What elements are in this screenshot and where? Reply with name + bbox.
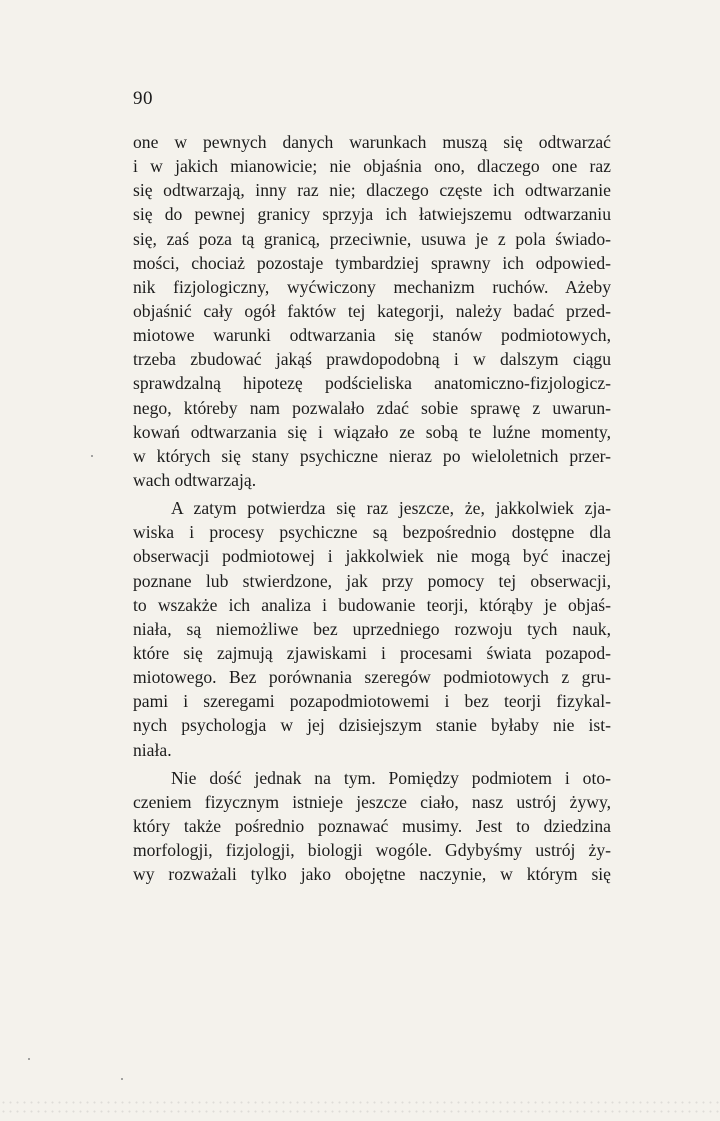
paper-speck (28, 1058, 30, 1060)
text-line: poznane lub stwierdzone, jak przy pomocy tej obserwacji, (133, 570, 611, 591)
text-line: miotowego. Bez porównania szeregów podmiotowych z gru- (133, 667, 611, 688)
scan-noise (0, 1098, 720, 1118)
text-line: wiska i procesy psychiczne są bezpośrednio dostępne dla (133, 522, 611, 543)
text-line: wy rozważali tylko jako obojętne naczynie, w którym się (133, 864, 611, 885)
text-line: A zatym potwierdza się raz jeszcze, że, jakkolwiek zja- (171, 498, 611, 519)
paper-speck (91, 455, 93, 457)
text-line: objaśnić cały ogół faktów tej kategorji, należy badać przed- (133, 300, 611, 321)
paragraph-2 (133, 496, 611, 762)
text-line: to wszakże ich analiza i budowanie teorji, którąby je objaś- (133, 594, 611, 615)
text-line: nik fizjologiczny, wyćwiczony mechanizm ruchów. Ażeby (133, 276, 611, 297)
paragraph-3 (133, 766, 611, 887)
text-line: mości, chociaż pozostaje tymbardziej sprawny ich odpowied- (133, 252, 611, 273)
text-line: się odtwarzają, inny raz nie; dlaczego częste ich odtwarzanie (133, 180, 611, 201)
text-line: nych psychologja w jej dzisiejszym stanie byłaby nie ist- (133, 715, 611, 736)
text-line: morfologji, fizjologji, biologji wogóle. Gdybyśmy ustrój ży- (133, 840, 611, 861)
paragraph-1 (133, 130, 611, 492)
paper-speck (121, 1078, 123, 1080)
text-line: który także pośrednio poznawać musimy. Jest to dziedzina (133, 815, 611, 836)
text-line: one w pewnych danych warunkach muszą się odtwarzać (133, 132, 611, 152)
text-line: niała, są niemożliwe bez uprzedniego rozwoju tych nauk, (133, 618, 611, 639)
text-line: pami i szeregami pozapodmiotowemi i bez teorji fizykal- (133, 691, 611, 712)
text-line: wach odtwarzają. (133, 469, 257, 490)
text-line: niała. (133, 739, 172, 760)
text-line: miotowe warunki odtwarzania się stanów podmiotowych, (133, 325, 611, 346)
text-line: obserwacji podmiotowej i jakkolwiek nie mogą być inaczej (133, 546, 611, 567)
text-line: w których się stany psychiczne nieraz po wieloletnich przer- (133, 445, 611, 466)
text-line: i w jakich mianowicie; nie objaśnia ono, dlaczego one raz (133, 156, 611, 177)
text-line: trzeba zbudować jakąś prawdopodobną i w dalszym ciągu (133, 349, 611, 370)
text-line: sprawdzalną hipotezę podścieliska anatomiczno-fizjologicz- (133, 373, 611, 394)
text-line: się do pewnej granicy sprzyja ich łatwiejszemu odtwarzaniu (133, 204, 611, 225)
text-line: się, zaś poza tą granicą, przeciwnie, usuwa je z pola świado- (133, 228, 611, 249)
text-line: kowań odtwarzania się i wiązało ze sobą te luźne momenty, (133, 421, 611, 442)
text-line: Nie dość jednak na tym. Pomiędzy podmiotem i oto- (171, 767, 611, 788)
text-line: nego, któreby nam pozwalało zdać sobie sprawę z uwarun- (133, 397, 611, 418)
body-text (133, 130, 611, 886)
text-line: czeniem fizycznym istnieje jeszcze ciało, nasz ustrój żywy, (133, 791, 611, 812)
text-line: które się zajmują zjawiskami i procesami świata pozapod- (133, 642, 611, 663)
page-number: 90 (133, 88, 153, 109)
